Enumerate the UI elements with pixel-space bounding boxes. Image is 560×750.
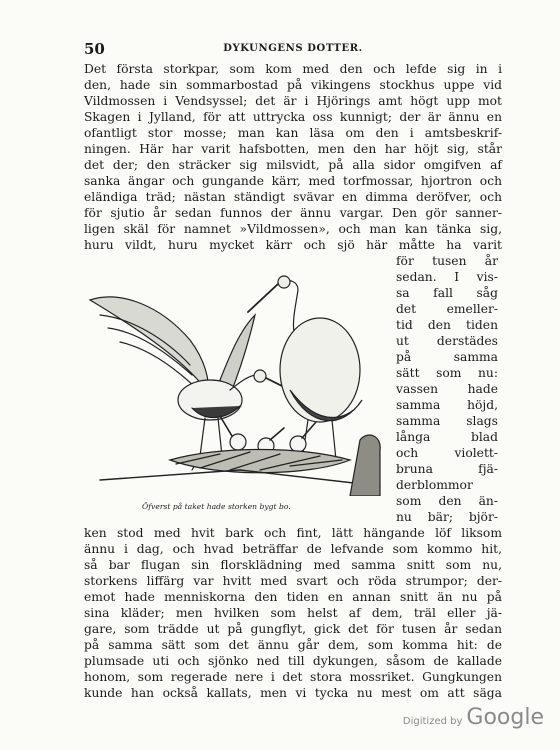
- body-line: Vildmossen i Vendsyssel; det är i Hjörings amt högt upp mot: [84, 94, 502, 108]
- digitized-watermark: [403, 705, 544, 730]
- side-line: samma höjd,: [396, 398, 498, 412]
- side-line: derblommor: [396, 478, 473, 492]
- body-line: den, hade sin sommarbostad på vikingens stockhus uppe vid: [84, 78, 502, 92]
- body-line: ligen skäl för namnet »Vildmossen», och man kan tänka sig,: [84, 222, 502, 236]
- body-line: det der; den sträcker sig milsvidt, på alla sidor omgifven af: [84, 158, 502, 172]
- side-line: långa blad: [396, 430, 498, 444]
- body-line: emot hade menniskorna den tiden en annan snitt än nu på: [84, 590, 502, 604]
- body-line: ningen. Här har varit hafsbotten, men den har höjt sig, står: [84, 142, 502, 156]
- page-number: 50: [84, 40, 105, 58]
- side-line: samma slags: [396, 414, 498, 428]
- body-line: huru vildt, huru mycket kärr och sjö här måtte ha varit: [84, 238, 502, 252]
- side-line: för tusen år: [396, 254, 498, 268]
- body-line: gare, som trädde ut på gungflyt, gick det för tusen år sedan: [84, 622, 502, 636]
- side-line: det emeller-: [396, 302, 498, 316]
- body-line: Det första storkpar, som kom med den och lefde sig in i: [84, 62, 502, 76]
- body-line: eländiga träd; nästan ständigt svävar en dimma deröfver, och: [84, 190, 502, 204]
- side-line: bruna fjä-: [396, 462, 498, 476]
- body-line: Skagen i Jylland, för att uttrycka oss kunnigt; der är ännu en: [84, 110, 502, 124]
- page-header: [84, 40, 502, 60]
- body-line: plumsade uti och sjönko ned till dykungen, såsom de kallade: [84, 654, 502, 668]
- side-line: sätt som nu:: [396, 366, 498, 380]
- side-line: sa fall såg: [396, 286, 498, 300]
- body-line: för sjutio år sedan funnos der ännu vargar. Den gör sanner-: [84, 206, 502, 220]
- body-line: storkens liffärg var hvitt med svart och röda strumpor; der-: [84, 574, 502, 588]
- google-logo: Google: [466, 705, 544, 730]
- side-line: nu bär; björ-: [396, 510, 498, 524]
- side-line: sedan. I vis-: [396, 270, 498, 284]
- side-line: ut derstädes: [396, 334, 498, 348]
- side-line: på samma: [396, 350, 498, 364]
- body-line: så bar flugan sin florsklädning med samma snitt som nu,: [84, 558, 502, 572]
- body-line: kunde han också kallats, men vi tycka nu mest om att säga: [84, 686, 502, 700]
- body-line: ken stod med hvit bark och fint, lätt hängande löf liksom: [84, 526, 502, 540]
- body-line: på samma sätt som det ännu går dem, som komma hit: de: [84, 638, 502, 652]
- body-line: sina kläder; men hvilken som helst af dem, träl eller jä-: [84, 606, 502, 620]
- body-line: sanka ängar och gungande kärr, med torfmossar, hjortron och: [84, 174, 502, 188]
- body-line: ofantligt stor mosse; man kan läsa om den i amtsbeskrif-: [84, 126, 502, 140]
- side-line: som den än-: [396, 494, 498, 508]
- body-line: honom, som regerade nere i det stora mossriket. Gungkungen: [84, 670, 502, 684]
- watermark-prefix: Digitized by: [402, 716, 463, 727]
- figure-caption: Öfverst på taket hade storken bygt bo.: [142, 502, 291, 511]
- body-line: ännu i dag, och hvad beträffar de lefvande som kommo hit,: [84, 542, 502, 556]
- side-line: tid den tiden: [396, 318, 498, 332]
- side-line: och violett-: [396, 446, 498, 460]
- stork-illustration: [80, 260, 386, 496]
- side-line: vassen hade: [396, 382, 498, 396]
- running-title: DYKUNGENS DOTTER.: [223, 43, 363, 54]
